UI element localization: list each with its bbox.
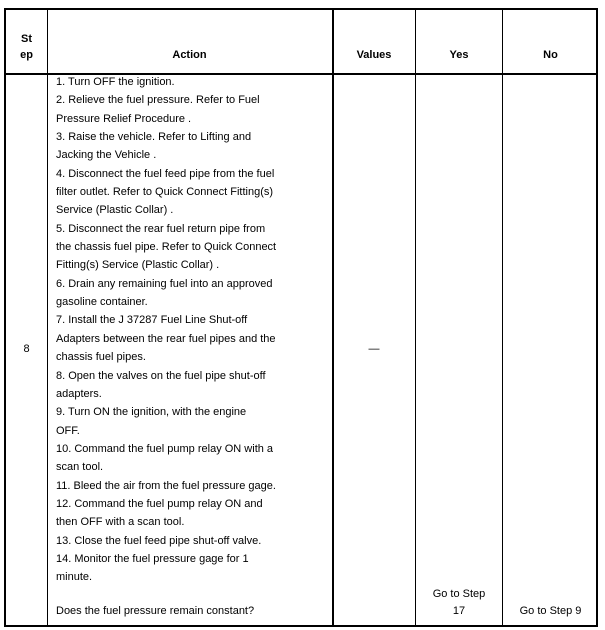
action-line: scan tool. [56,461,104,474]
header-action: Action [172,49,207,61]
header-no: No [543,49,558,61]
action-line: Fitting(s) Service (Plastic Collar) . [56,259,220,272]
action-line: 13. Close the fuel feed pipe shut-off valve. [56,534,262,547]
header-step-line: ep [20,49,33,61]
action-line: filter outlet. Refer to Quick Connect Fitting(s) [56,186,274,199]
action-line: the chassis fuel pipe. Refer to Quick Connect [56,241,277,254]
action-line: chassis fuel pipes. [56,351,146,364]
diagnostic-table [4,8,598,627]
action-line: 3. Raise the vehicle. Refer to Lifting and [56,131,252,144]
action-line: 12. Command the fuel pump relay ON and [56,497,263,510]
action-line: gasoline container. [56,296,148,309]
action-line: 5. Disconnect the rear fuel return pipe from [56,222,266,235]
action-steps [56,73,276,587]
action-line: Adapters between the rear fuel pipes and the [56,332,276,345]
action-line: minute. [56,571,93,584]
action-line: 11. Bleed the air from the fuel pressure gage. [56,479,276,492]
action-line: then OFF with a scan tool. [56,516,185,529]
action-line: 1. Turn OFF the ignition. [56,76,175,88]
column-divider [502,10,503,625]
action-line: adapters. [56,387,102,400]
no-cell-link[interactable]: Go to Step 9 [519,605,582,617]
action-line: 7. Install the J 37287 Fuel Line Shut-off [56,314,248,327]
column-divider [47,10,48,625]
action-line: 6. Drain any remaining fuel into an approved [56,277,273,290]
action-question: Does the fuel pressure remain constant? [56,605,255,617]
header-yes: Yes [449,49,469,61]
yes-link-line[interactable]: Go to Step [432,588,486,600]
action-line: 9. Turn ON the ignition, with the engine [56,406,247,419]
column-divider [332,10,334,625]
action-line: Pressure Relief Procedure . [56,112,192,125]
action-line: 8. Open the valves on the fuel pipe shut-off [56,369,266,382]
action-line: Service (Plastic Collar) . [56,204,174,217]
yes-cell [416,586,502,620]
values-cell: — [368,343,380,355]
action-line: OFF. [56,424,80,437]
action-line: 2. Relieve the fuel pressure. Refer to Fuel [56,94,260,107]
column-divider [415,10,416,625]
action-line: Jacking the Vehicle . [56,149,157,162]
action-line: 10. Command the fuel pump relay ON with a [56,442,274,455]
action-line: 4. Disconnect the fuel feed pipe from the fuel [56,167,275,180]
header-step [6,31,47,63]
header-values: Values [356,49,392,61]
yes-link-line[interactable]: 17 [452,605,466,617]
header-step-line: St [21,33,32,45]
action-line: 14. Monitor the fuel pressure gage for 1 [56,552,249,565]
step-number: 8 [23,343,30,355]
